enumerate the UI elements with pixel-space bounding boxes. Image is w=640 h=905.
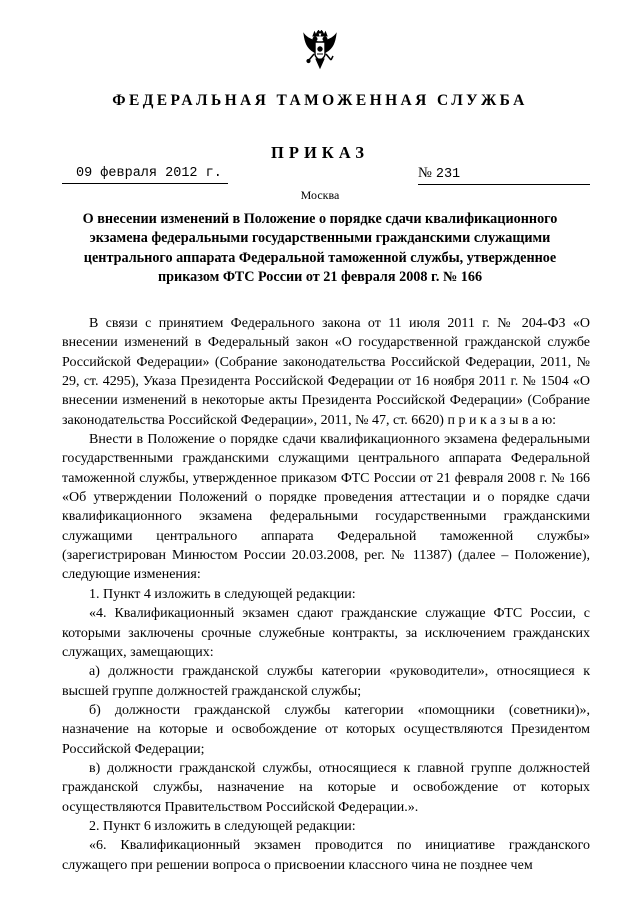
paragraph-clause-4: «4. Квалификационный экзамен сдают гражданские служащие ФТС России, с которыми заключены срочные служебные контракты, за исключением гражданских служащих, замещающих:	[62, 606, 590, 660]
organization-name: ФЕДЕРАЛЬНАЯ ТАМОЖЕННАЯ СЛУЖБА	[112, 92, 528, 109]
order-body	[62, 314, 590, 875]
paragraph-clause-4a: а) должности гражданской службы категории «руководители», относящиеся к высшей группе должностей гражданской службы;	[62, 664, 590, 699]
paragraph-item-1: 1. Пункт 4 изложить в следующей редакции:	[89, 586, 356, 602]
russian-coat-of-arms-icon	[302, 30, 338, 70]
paragraph-clause-6: «6. Квалификационный экзамен проводится по инициативе гражданского служащего при решении вопроса о присвоении классного чина не позднее чем	[62, 838, 590, 873]
paragraph-preamble: В связи с принятием Федерального закона от 11 июля 2011 г. № 204-ФЗ «О внесении изменений в Федеральный закон «О государственной гражданской службе Российской Федерации» (Собрание законодательства Российской Федерации, 2011, № 29, ст. 4295), Указа Президента Российской Федерации от 16 ноября 2011 г. № 1504 «О внесении изменений в некоторые акты Президента Российской Федерации» (Собрание законодательства Российской Федерации», 2011, № 47, ст. 6620) п р и к а з ы в а ю:	[62, 316, 590, 428]
order-number	[418, 164, 590, 185]
order-subject: О внесении изменений в Положение о порядке сдачи квалификационного экзамена федеральными государственными гражданскими служащими центрального аппарата Федеральной таможенной службы, утвержденное приказом ФТС России от 21 февраля 2008 г. № 166	[82, 211, 558, 285]
number-label: №	[418, 165, 432, 181]
order-date: 09 февраля 2012 г.	[62, 165, 228, 184]
paragraph-clause-4c: в) должности гражданской службы, относящиеся к главной группе должностей гражданской службы, назначение на которые и освобождение от которых осуществляются Правительством Российской Федерации.».	[62, 760, 590, 815]
document-type: ПРИКАЗ	[271, 143, 369, 162]
city-label: Москва	[300, 188, 340, 202]
paragraph-amendments-intro: Внести в Положение о порядке сдачи квалификационного экзамена федеральными государственными гражданскими служащими центрального аппарата Федеральной таможенной службы, утвержденное приказом ФТС России от 21 февраля 2008 г. № 166 «Об утверждении Положений о порядке проведения аттестации и о порядке сдачи квалификационного экзамена федеральными государственными гражданскими служащими центрального аппарата Федеральной таможенной службы» (зарегистрирован Минюстом России 20.03.2008, рег. № 11387) (далее – Положение), следующие изменения:	[62, 432, 590, 583]
number-value: 231	[435, 167, 461, 182]
paragraph-clause-4b: б) должности гражданской службы категории «помощники (советники)», назначение на которые и освобождение от которых осуществляются Президентом Российской Федерации;	[62, 702, 590, 757]
paragraph-item-2: 2. Пункт 6 изложить в следующей редакции:	[89, 818, 356, 834]
